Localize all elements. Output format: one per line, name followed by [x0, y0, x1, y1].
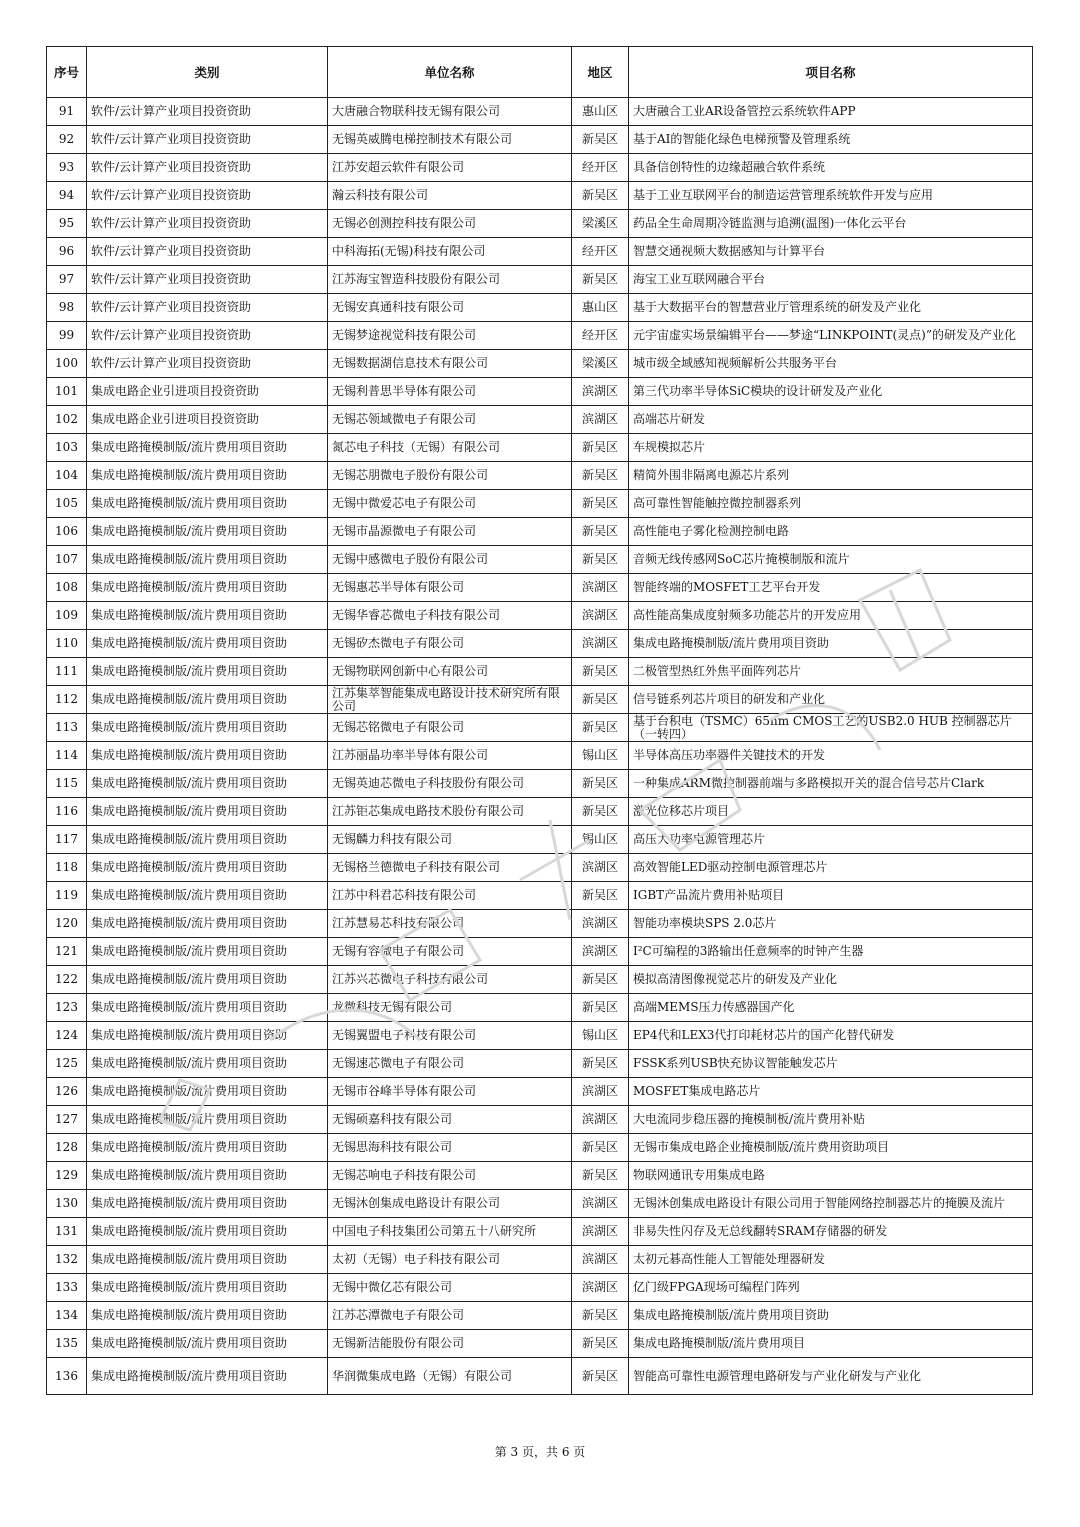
table-row	[47, 658, 1033, 686]
cell-category: 集成电路掩模制版/流片费用项目资助	[87, 546, 328, 574]
cell-district: 新吴区	[572, 1134, 629, 1162]
cell-unit-name: 无锡市谷峰半导体有限公司	[328, 1078, 572, 1106]
cell-unit-name: 无锡物联网创新中心有限公司	[328, 658, 572, 686]
cell-project-name: EP4代和LEX3代打印耗材芯片的国产化替代研发	[629, 1022, 1033, 1050]
cell-category: 软件/云计算产业项目投资资助	[87, 98, 328, 126]
cell-unit-name: 无锡利普思半导体有限公司	[328, 378, 572, 406]
table-row	[47, 1246, 1033, 1274]
cell-district: 经开区	[572, 322, 629, 350]
cell-project-name: 大电流同步稳压器的掩模制板/流片费用补贴	[629, 1106, 1033, 1134]
cell-category: 集成电路掩模制版/流片费用项目资助	[87, 798, 328, 826]
cell-serial-no: 102	[47, 406, 87, 434]
cell-category: 集成电路掩模制版/流片费用项目资助	[87, 1162, 328, 1190]
table-row	[47, 182, 1033, 210]
table-row	[47, 1274, 1033, 1302]
cell-project-name: 音频无线传感网SoC芯片掩模制版和流片	[629, 546, 1033, 574]
table-row	[47, 238, 1033, 266]
table-row	[47, 490, 1033, 518]
cell-unit-name: 无锡必创测控科技有限公司	[328, 210, 572, 238]
table-row	[47, 518, 1033, 546]
cell-serial-no: 119	[47, 882, 87, 910]
cell-project-name: 无锡市集成电路企业掩模制版/流片费用资助项目	[629, 1134, 1033, 1162]
cell-district: 新吴区	[572, 994, 629, 1022]
cell-category: 软件/云计算产业项目投资资助	[87, 350, 328, 378]
cell-serial-no: 132	[47, 1246, 87, 1274]
cell-district: 滨湖区	[572, 602, 629, 630]
cell-unit-name: 无锡市晶源微电子有限公司	[328, 518, 572, 546]
cell-unit-name: 无锡芯铭微电子有限公司	[328, 714, 572, 742]
cell-district: 滨湖区	[572, 406, 629, 434]
cell-category: 集成电路掩模制版/流片费用项目资助	[87, 1246, 328, 1274]
table-row	[47, 154, 1033, 182]
cell-unit-name: 太初（无锡）电子科技有限公司	[328, 1246, 572, 1274]
cell-unit-name: 龙微科技无锡有限公司	[328, 994, 572, 1022]
cell-district: 新吴区	[572, 546, 629, 574]
cell-serial-no: 120	[47, 910, 87, 938]
cell-unit-name: 无锡华睿芯微电子科技有限公司	[328, 602, 572, 630]
cell-project-name: 半导体高压功率器件关键技术的开发	[629, 742, 1033, 770]
cell-serial-no: 123	[47, 994, 87, 1022]
cell-project-name: 高效智能LED驱动控制电源管理芯片	[629, 854, 1033, 882]
cell-project-name: 智能功率模块SPS 2.0芯片	[629, 910, 1033, 938]
cell-project-name: 城市级全域感知视频解析公共服务平台	[629, 350, 1033, 378]
cell-category: 集成电路掩模制版/流片费用项目资助	[87, 462, 328, 490]
cell-district: 锡山区	[572, 826, 629, 854]
cell-unit-name: 无锡安真通科技有限公司	[328, 294, 572, 322]
cell-unit-name: 无锡梦途视觉科技有限公司	[328, 322, 572, 350]
cell-serial-no: 107	[47, 546, 87, 574]
cell-category: 软件/云计算产业项目投资资助	[87, 182, 328, 210]
cell-district: 新吴区	[572, 434, 629, 462]
cell-serial-no: 108	[47, 574, 87, 602]
cell-unit-name: 江苏安超云软件有限公司	[328, 154, 572, 182]
cell-serial-no: 115	[47, 770, 87, 798]
cell-district: 新吴区	[572, 770, 629, 798]
cell-district: 经开区	[572, 154, 629, 182]
table-row	[47, 1162, 1033, 1190]
cell-project-name: 集成电路掩模制版/流片费用项目资助	[629, 630, 1033, 658]
cell-unit-name: 氮芯电子科技（无锡）有限公司	[328, 434, 572, 462]
cell-category: 软件/云计算产业项目投资资助	[87, 238, 328, 266]
table-row	[47, 1022, 1033, 1050]
cell-category: 软件/云计算产业项目投资资助	[87, 294, 328, 322]
cell-serial-no: 103	[47, 434, 87, 462]
cell-unit-name: 江苏芯潭微电子有限公司	[328, 1302, 572, 1330]
cell-project-name: 高压大功率电源管理芯片	[629, 826, 1033, 854]
cell-district: 滨湖区	[572, 630, 629, 658]
cell-project-name: 智能高可靠性电源管理电路研发与产业化研发与产业化	[629, 1358, 1033, 1395]
cell-district: 新吴区	[572, 1330, 629, 1358]
cell-project-name: 基于工业互联网平台的制造运营管理系统软件开发与应用	[629, 182, 1033, 210]
cell-unit-name: 江苏集萃智能集成电路设计技术研究所有限公司	[328, 686, 572, 714]
cell-project-name: 非易失性闪存及无总线翻转SRAM存储器的研发	[629, 1218, 1033, 1246]
cell-category: 集成电路掩模制版/流片费用项目资助	[87, 490, 328, 518]
cell-category: 集成电路掩模制版/流片费用项目资助	[87, 1302, 328, 1330]
cell-serial-no: 95	[47, 210, 87, 238]
cell-unit-name: 无锡中微爱芯电子有限公司	[328, 490, 572, 518]
cell-district: 新吴区	[572, 1162, 629, 1190]
cell-serial-no: 121	[47, 938, 87, 966]
cell-category: 集成电路企业引进项目投资资助	[87, 406, 328, 434]
cell-district: 锡山区	[572, 1022, 629, 1050]
cell-project-name: 高端MEMS压力传感器国产化	[629, 994, 1033, 1022]
cell-unit-name: 无锡速芯微电子有限公司	[328, 1050, 572, 1078]
table-row	[47, 1218, 1033, 1246]
cell-unit-name: 无锡格兰德微电子科技有限公司	[328, 854, 572, 882]
cell-district: 新吴区	[572, 1302, 629, 1330]
cell-district: 滨湖区	[572, 1106, 629, 1134]
table-row	[47, 742, 1033, 770]
page-footer: 第 3 页，共 6 页	[494, 1445, 586, 1459]
cell-district: 惠山区	[572, 294, 629, 322]
cell-project-name: FSSK系列USB快充协议智能触发芯片	[629, 1050, 1033, 1078]
cell-serial-no: 125	[47, 1050, 87, 1078]
table-row	[47, 350, 1033, 378]
cell-serial-no: 133	[47, 1274, 87, 1302]
cell-district: 锡山区	[572, 742, 629, 770]
cell-district: 滨湖区	[572, 938, 629, 966]
table-row	[47, 406, 1033, 434]
cell-category: 集成电路掩模制版/流片费用项目资助	[87, 1190, 328, 1218]
table-row	[47, 714, 1033, 742]
cell-district: 新吴区	[572, 462, 629, 490]
table-row	[47, 938, 1033, 966]
header-category: 类别	[87, 47, 328, 98]
table-row	[47, 686, 1033, 714]
cell-category: 集成电路掩模制版/流片费用项目资助	[87, 1022, 328, 1050]
table-row	[47, 1358, 1033, 1395]
cell-unit-name: 无锡中感微电子股份有限公司	[328, 546, 572, 574]
table-header-row	[47, 47, 1033, 98]
cell-serial-no: 99	[47, 322, 87, 350]
cell-category: 软件/云计算产业项目投资资助	[87, 126, 328, 154]
cell-serial-no: 117	[47, 826, 87, 854]
cell-category: 集成电路掩模制版/流片费用项目资助	[87, 1050, 328, 1078]
table-row	[47, 1302, 1033, 1330]
cell-category: 集成电路掩模制版/流片费用项目资助	[87, 1218, 328, 1246]
cell-project-name: MOSFET集成电路芯片	[629, 1078, 1033, 1106]
cell-district: 梁溪区	[572, 210, 629, 238]
cell-category: 集成电路掩模制版/流片费用项目资助	[87, 854, 328, 882]
cell-unit-name: 无锡英迪芯微电子科技股份有限公司	[328, 770, 572, 798]
cell-category: 集成电路掩模制版/流片费用项目资助	[87, 938, 328, 966]
cell-district: 新吴区	[572, 798, 629, 826]
cell-project-name: 亿门级FPGA现场可编程门阵列	[629, 1274, 1033, 1302]
cell-project-name: 高端芯片研发	[629, 406, 1033, 434]
cell-project-name: 无锡沐创集成电路设计有限公司用于智能网络控制器芯片的掩膜及流片	[629, 1190, 1033, 1218]
cell-unit-name: 江苏丽晶功率半导体有限公司	[328, 742, 572, 770]
cell-district: 新吴区	[572, 966, 629, 994]
cell-serial-no: 129	[47, 1162, 87, 1190]
cell-district: 新吴区	[572, 518, 629, 546]
cell-project-name: 高性能电子雾化检测控制电路	[629, 518, 1033, 546]
cell-project-name: 集成电路掩模制版/流片费用项目资助	[629, 1302, 1033, 1330]
cell-unit-name: 无锡芯领域微电子有限公司	[328, 406, 572, 434]
table-row	[47, 574, 1033, 602]
cell-unit-name: 无锡芯响电子科技有限公司	[328, 1162, 572, 1190]
cell-district: 滨湖区	[572, 574, 629, 602]
cell-category: 集成电路掩模制版/流片费用项目资助	[87, 574, 328, 602]
cell-unit-name: 中科海拓(无锡)科技有限公司	[328, 238, 572, 266]
cell-serial-no: 101	[47, 378, 87, 406]
cell-district: 新吴区	[572, 658, 629, 686]
cell-category: 集成电路掩模制版/流片费用项目资助	[87, 602, 328, 630]
table-row	[47, 910, 1033, 938]
cell-serial-no: 109	[47, 602, 87, 630]
table-row	[47, 882, 1033, 910]
cell-district: 梁溪区	[572, 350, 629, 378]
cell-serial-no: 91	[47, 98, 87, 126]
cell-district: 滨湖区	[572, 1274, 629, 1302]
cell-serial-no: 97	[47, 266, 87, 294]
cell-category: 集成电路掩模制版/流片费用项目资助	[87, 714, 328, 742]
cell-serial-no: 98	[47, 294, 87, 322]
cell-project-name: 药品全生命周期冷链监测与追溯(温图)一体化云平台	[629, 210, 1033, 238]
cell-unit-name: 无锡数据湖信息技术有限公司	[328, 350, 572, 378]
cell-serial-no: 131	[47, 1218, 87, 1246]
table-row	[47, 1050, 1033, 1078]
cell-category: 集成电路掩模制版/流片费用项目资助	[87, 910, 328, 938]
cell-project-name: 车规模拟芯片	[629, 434, 1033, 462]
cell-project-name: 太初元碁高性能人工智能处理器研发	[629, 1246, 1033, 1274]
table-row	[47, 294, 1033, 322]
cell-category: 集成电路掩模制版/流片费用项目资助	[87, 994, 328, 1022]
cell-category: 集成电路掩模制版/流片费用项目资助	[87, 686, 328, 714]
cell-project-name: 具备信创特性的边缘超融合软件系统	[629, 154, 1033, 182]
cell-serial-no: 100	[47, 350, 87, 378]
cell-category: 集成电路掩模制版/流片费用项目资助	[87, 770, 328, 798]
cell-category: 集成电路掩模制版/流片费用项目资助	[87, 742, 328, 770]
table-row	[47, 1134, 1033, 1162]
cell-category: 集成电路掩模制版/流片费用项目资助	[87, 434, 328, 462]
cell-district: 新吴区	[572, 882, 629, 910]
table-row	[47, 602, 1033, 630]
cell-serial-no: 114	[47, 742, 87, 770]
cell-category: 集成电路掩模制版/流片费用项目资助	[87, 1134, 328, 1162]
cell-project-name: 物联网通讯专用集成电路	[629, 1162, 1033, 1190]
cell-project-name: 激光位移芯片项目	[629, 798, 1033, 826]
table-row	[47, 1330, 1033, 1358]
cell-serial-no: 122	[47, 966, 87, 994]
header-project-name: 项目名称	[629, 47, 1033, 98]
cell-project-name: 精简外围非隔离电源芯片系列	[629, 462, 1033, 490]
cell-unit-name: 江苏海宝智造科技股份有限公司	[328, 266, 572, 294]
cell-unit-name: 中国电子科技集团公司第五十八研究所	[328, 1218, 572, 1246]
cell-district: 滨湖区	[572, 910, 629, 938]
cell-serial-no: 105	[47, 490, 87, 518]
table-row	[47, 798, 1033, 826]
cell-project-name: 模拟高清图像视觉芯片的研发及产业化	[629, 966, 1033, 994]
cell-district: 滨湖区	[572, 1078, 629, 1106]
cell-district: 滨湖区	[572, 1246, 629, 1274]
cell-unit-name: 无锡麟力科技有限公司	[328, 826, 572, 854]
header-district: 地区	[572, 47, 629, 98]
cell-district: 经开区	[572, 238, 629, 266]
cell-serial-no: 93	[47, 154, 87, 182]
table-row	[47, 1078, 1033, 1106]
table-row	[47, 266, 1033, 294]
cell-project-name: 元宇宙虚实场景编辑平台——梦途“LINKPOINT(灵点)”的研发及产业化	[629, 322, 1033, 350]
table-row	[47, 994, 1033, 1022]
cell-district: 新吴区	[572, 1358, 629, 1395]
table-row	[47, 322, 1033, 350]
cell-serial-no: 135	[47, 1330, 87, 1358]
cell-serial-no: 113	[47, 714, 87, 742]
cell-serial-no: 118	[47, 854, 87, 882]
cell-project-name: I²C可编程的3路输出任意频率的时钟产生器	[629, 938, 1033, 966]
cell-unit-name: 无锡新洁能股份有限公司	[328, 1330, 572, 1358]
cell-serial-no: 110	[47, 630, 87, 658]
cell-serial-no: 96	[47, 238, 87, 266]
cell-category: 软件/云计算产业项目投资资助	[87, 266, 328, 294]
cell-unit-name: 江苏中科君芯科技有限公司	[328, 882, 572, 910]
table-row	[47, 854, 1033, 882]
cell-district: 新吴区	[572, 126, 629, 154]
cell-project-name: 一种集成ARM微控制器前端与多路模拟开关的混合信号芯片Clark	[629, 770, 1033, 798]
cell-category: 软件/云计算产业项目投资资助	[87, 154, 328, 182]
cell-project-name: 基于台积电（TSMC）65nm CMOS工艺的USB2.0 HUB 控制器芯片（一转四）	[629, 714, 1033, 742]
cell-serial-no: 136	[47, 1358, 87, 1395]
cell-district: 滨湖区	[572, 1218, 629, 1246]
cell-serial-no: 116	[47, 798, 87, 826]
cell-unit-name: 无锡芯朋微电子股份有限公司	[328, 462, 572, 490]
table-row	[47, 630, 1033, 658]
table-row	[47, 1190, 1033, 1218]
cell-project-name: 二极管型热红外焦平面阵列芯片	[629, 658, 1033, 686]
cell-district: 新吴区	[572, 266, 629, 294]
cell-unit-name: 江苏钜芯集成电路技术股份有限公司	[328, 798, 572, 826]
cell-project-name: 大唐融合工业AR设备管控云系统软件APP	[629, 98, 1033, 126]
cell-district: 新吴区	[572, 1050, 629, 1078]
table-row	[47, 770, 1033, 798]
table-row	[47, 98, 1033, 126]
table-row	[47, 462, 1033, 490]
cell-category: 软件/云计算产业项目投资资助	[87, 322, 328, 350]
table-row	[47, 546, 1033, 574]
cell-category: 集成电路掩模制版/流片费用项目资助	[87, 518, 328, 546]
cell-district: 新吴区	[572, 714, 629, 742]
cell-district: 惠山区	[572, 98, 629, 126]
cell-district: 滨湖区	[572, 378, 629, 406]
cell-project-name: 第三代功率半导体SiC模块的设计研发及产业化	[629, 378, 1033, 406]
cell-category: 集成电路掩模制版/流片费用项目资助	[87, 826, 328, 854]
cell-serial-no: 104	[47, 462, 87, 490]
cell-unit-name: 无锡沐创集成电路设计有限公司	[328, 1190, 572, 1218]
cell-district: 新吴区	[572, 686, 629, 714]
table-row	[47, 826, 1033, 854]
cell-serial-no: 124	[47, 1022, 87, 1050]
cell-unit-name: 无锡有容微电子有限公司	[328, 938, 572, 966]
cell-category: 集成电路掩模制版/流片费用项目资助	[87, 658, 328, 686]
cell-category: 集成电路掩模制版/流片费用项目资助	[87, 966, 328, 994]
table-row	[47, 434, 1033, 462]
header-serial-no: 序号	[47, 47, 87, 98]
cell-project-name: 集成电路掩模制版/流片费用项目	[629, 1330, 1033, 1358]
cell-unit-name: 无锡中微亿芯有限公司	[328, 1274, 572, 1302]
cell-project-name: 高可靠性智能触控微控制器系列	[629, 490, 1033, 518]
cell-project-name: 基于AI的智能化绿色电梯预警及管理系统	[629, 126, 1033, 154]
cell-unit-name: 无锡翼盟电子科技有限公司	[328, 1022, 572, 1050]
cell-serial-no: 127	[47, 1106, 87, 1134]
table-body	[47, 98, 1033, 1395]
table-row	[47, 126, 1033, 154]
cell-category: 集成电路掩模制版/流片费用项目资助	[87, 1078, 328, 1106]
cell-category: 集成电路掩模制版/流片费用项目资助	[87, 1358, 328, 1395]
cell-category: 集成电路企业引进项目投资资助	[87, 378, 328, 406]
cell-unit-name: 瀚云科技有限公司	[328, 182, 572, 210]
cell-project-name: 基于大数据平台的智慧营业厅管理系统的研发及产业化	[629, 294, 1033, 322]
cell-serial-no: 94	[47, 182, 87, 210]
table-row	[47, 210, 1033, 238]
cell-serial-no: 130	[47, 1190, 87, 1218]
cell-unit-name: 大唐融合物联科技无锡有限公司	[328, 98, 572, 126]
cell-serial-no: 134	[47, 1302, 87, 1330]
cell-unit-name: 无锡矽杰微电子有限公司	[328, 630, 572, 658]
project-table	[46, 46, 1033, 1395]
cell-project-name: 智能终端的MOSFET工艺平台开发	[629, 574, 1033, 602]
cell-serial-no: 111	[47, 658, 87, 686]
cell-serial-no: 92	[47, 126, 87, 154]
cell-category: 集成电路掩模制版/流片费用项目资助	[87, 1106, 328, 1134]
cell-category: 集成电路掩模制版/流片费用项目资助	[87, 882, 328, 910]
cell-district: 滨湖区	[572, 1190, 629, 1218]
cell-serial-no: 106	[47, 518, 87, 546]
cell-serial-no: 128	[47, 1134, 87, 1162]
cell-project-name: 信号链系列芯片项目的研发和产业化	[629, 686, 1033, 714]
cell-project-name: 高性能高集成度射频多功能芯片的开发应用	[629, 602, 1033, 630]
cell-unit-name: 无锡英威腾电梯控制技术有限公司	[328, 126, 572, 154]
table-row	[47, 1106, 1033, 1134]
cell-category: 集成电路掩模制版/流片费用项目资助	[87, 1330, 328, 1358]
cell-unit-name: 无锡思海科技有限公司	[328, 1134, 572, 1162]
cell-unit-name: 江苏兴芯微电子科技有限公司	[328, 966, 572, 994]
cell-district: 新吴区	[572, 182, 629, 210]
cell-unit-name: 无锡惠芯半导体有限公司	[328, 574, 572, 602]
cell-unit-name: 华润微集成电路（无锡）有限公司	[328, 1358, 572, 1395]
cell-project-name: IGBT产品流片费用补贴项目	[629, 882, 1033, 910]
cell-serial-no: 112	[47, 686, 87, 714]
header-unit-name: 单位名称	[328, 47, 572, 98]
cell-category: 集成电路掩模制版/流片费用项目资助	[87, 1274, 328, 1302]
cell-unit-name: 无锡硕嘉科技有限公司	[328, 1106, 572, 1134]
table-row	[47, 966, 1033, 994]
cell-unit-name: 江苏慧易芯科技有限公司	[328, 910, 572, 938]
cell-project-name: 海宝工业互联网融合平台	[629, 266, 1033, 294]
table-row	[47, 378, 1033, 406]
cell-district: 新吴区	[572, 490, 629, 518]
cell-category: 软件/云计算产业项目投资资助	[87, 210, 328, 238]
cell-district: 滨湖区	[572, 854, 629, 882]
cell-serial-no: 126	[47, 1078, 87, 1106]
cell-project-name: 智慧交通视频大数据感知与计算平台	[629, 238, 1033, 266]
cell-category: 集成电路掩模制版/流片费用项目资助	[87, 630, 328, 658]
